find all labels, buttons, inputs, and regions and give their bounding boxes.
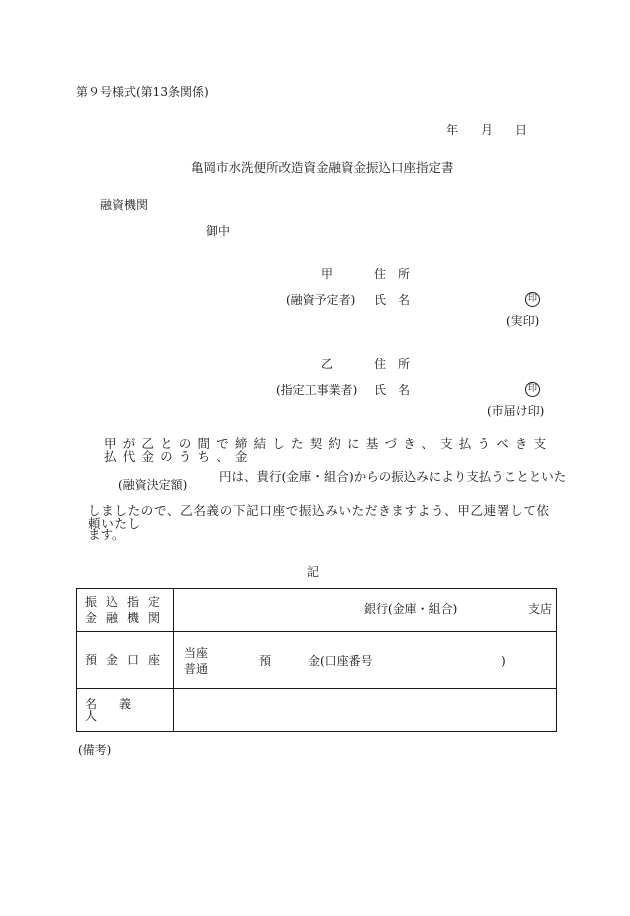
date-month-label: 月 bbox=[481, 123, 494, 137]
bank-value-cell[interactable] bbox=[174, 589, 557, 632]
account-type-ordinary: 普通 bbox=[184, 662, 209, 676]
document-title: 亀岡市水洗便所改造資金融資金振込口座指定書 bbox=[191, 160, 454, 175]
body-line-4: ます。 bbox=[88, 527, 125, 542]
body-line-3: しましたので、乙名義の下記口座で振込みいただきますよう、甲乙連署して依頼いたし bbox=[88, 503, 550, 531]
party-a-name-label: 氏 名 bbox=[374, 293, 411, 307]
holder-label: 名義人 bbox=[85, 697, 154, 723]
remarks-label: (備考) bbox=[78, 743, 112, 757]
ki-label: 記 bbox=[307, 565, 320, 579]
bank-label-cell bbox=[77, 589, 174, 632]
party-a-seal-mark: 印 bbox=[525, 292, 540, 307]
bank-type-text: 銀行(金庫・組合) bbox=[364, 602, 458, 616]
party-b-name-label: 氏 名 bbox=[374, 383, 411, 397]
party-a-role: (融資予定者) bbox=[286, 293, 356, 307]
form-number: 第９号様式(第13条関係) bbox=[76, 85, 209, 99]
account-table bbox=[76, 588, 557, 732]
account-number-close: ) bbox=[501, 654, 506, 668]
addressee-institution: 融資機関 bbox=[100, 198, 149, 212]
party-b-address-label: 住 所 bbox=[374, 357, 411, 371]
bank-label-line-2: 金融機関 bbox=[85, 611, 170, 625]
deposit-text: 預 bbox=[259, 654, 272, 668]
table-row-bank bbox=[77, 589, 557, 632]
party-a-label: 甲 bbox=[321, 267, 334, 281]
branch-text: 支店 bbox=[528, 602, 553, 616]
party-a-seal-note: (実印) bbox=[506, 314, 540, 328]
account-value-cell[interactable] bbox=[174, 632, 557, 689]
body-line-1: 甲が乙との間で締結した契約に基づき、支払うべき支払代金のうち、金 bbox=[104, 436, 553, 464]
date-year-label: 年 bbox=[446, 123, 459, 137]
account-label-cell bbox=[77, 632, 174, 689]
addressee-honorific: 御中 bbox=[206, 224, 231, 238]
account-type-current: 当座 bbox=[184, 646, 209, 660]
table-row-account bbox=[77, 632, 557, 689]
party-b-role: (指定工事業者) bbox=[276, 383, 358, 397]
party-b-seal-note: (市届け印) bbox=[487, 404, 545, 418]
bank-label-line-1: 振込指定 bbox=[85, 595, 170, 609]
party-b-label: 乙 bbox=[321, 357, 334, 371]
party-b-seal-mark: 印 bbox=[525, 382, 540, 397]
date-day-label: 日 bbox=[515, 123, 528, 137]
holder-label-cell bbox=[77, 689, 174, 732]
body-line-2: 円は、貴行(金庫・組合)からの振込みにより支払うことといた bbox=[219, 469, 567, 484]
holder-value-cell[interactable] bbox=[174, 689, 557, 732]
amount-label: (融資決定額) bbox=[118, 478, 188, 492]
party-a-address-label: 住 所 bbox=[374, 267, 411, 281]
table-row-holder bbox=[77, 689, 557, 732]
account-label: 預金口座 bbox=[85, 653, 170, 667]
account-number-label: 金(口座番号 bbox=[308, 654, 373, 668]
